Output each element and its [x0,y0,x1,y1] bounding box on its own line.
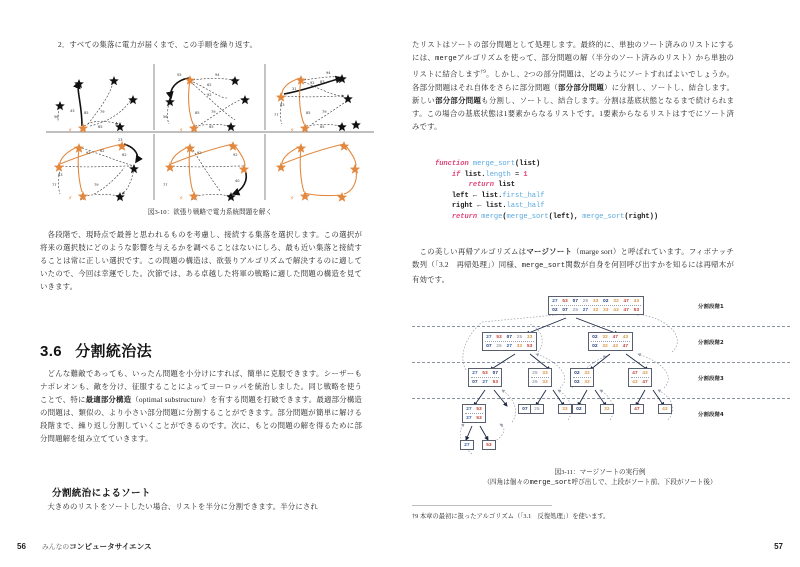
figure-3-11-caption-line2 [430,478,770,488]
paragraph-dc-part-b: を有する問題を打破できます。最適部分構造の問題は、類似の、より小さい部分問題に分割することができます。部分問題が簡単に解ける段階まで、繰り返し分割していくことができるのです。次に、もとの問題の解を得るために部分問題解を組み立てていきます。 [40,395,362,444]
footnote-text: 本章の最初に扱ったアルゴリズム（「3.1 反復処理」）を使います。 [419,513,610,520]
code-token: list. [481,191,503,200]
code-line [435,191,775,202]
svg-text:62: 62 [100,149,105,153]
merge-tree-value: 25 [572,306,579,312]
merge-tree-value: 33 [542,378,548,384]
svg-text:83: 83 [280,103,285,107]
code-token: ← [477,202,486,211]
merge-tree-node-row [521,406,529,412]
merge-tree-node [530,404,544,414]
code-token: list. [464,170,486,179]
merge-tree-value: 32 [613,298,619,303]
merge-tree-value: 25 [534,406,540,411]
svg-text:77: 77 [163,183,168,187]
svg-text:83: 83 [320,80,325,84]
merge-tree-value: 33 [542,370,548,375]
merge-tree-value: 27 [466,414,472,420]
merge-tree-node-row [465,415,483,421]
merge-tree-node [558,404,572,414]
merge-tree-value: 43 [613,306,619,312]
svg-text:85: 85 [195,111,200,115]
merge-tree-value: 25 [582,298,589,303]
merge-tree-value: 07 [472,378,478,384]
merge-tree-value: 27 [482,378,488,384]
figure-3-10-greedy-graphs [44,62,376,202]
merge-tree-value: 47 [623,306,630,312]
para-merge-a: たリストはソートの部分問題として処理します。最終的に、単独のソート済みのリストにするには、 [412,40,734,63]
merge-tree-value: 32 [602,334,608,339]
merge-tree-value: 27 [552,298,558,303]
para-merge-c: 。しかし、2つの部分問題は、どのようにソートすればよいでしょうか。各部分問題はそれ自体をさらに部分問題（ [412,69,734,92]
merge-tree-node-row [575,406,583,412]
code-token: last_half [506,202,545,211]
paragraph-greedy-summary [40,228,362,293]
code-token: merge_sort [472,160,515,168]
code-token [435,171,452,179]
code-line [435,212,775,223]
caption-line2-b: 呼び出しで、上段がソート前、下段がソート後） [571,479,717,486]
merge-tree-value: 47 [632,370,638,375]
merge-tree-node-row [471,370,499,376]
code-line [435,180,775,191]
merge-tree-node-row [551,307,641,313]
svg-text:65: 65 [209,125,214,129]
merge-tree-node [570,368,594,387]
code-token: merge [481,212,503,221]
stage-label: 分割段階4 [698,412,724,418]
merge-tree-node [460,440,474,450]
para-merge-b: アルゴリズムを使って、部分問題の解（半分のソート済みのリスト）から単独のリストに結合します [412,53,735,79]
code-line [435,159,775,170]
code-token: list. [485,202,507,211]
merge-tree-value: 43 [633,298,640,303]
svg-text:⚡: ⚡ [179,195,184,202]
section-number: 3.6 [40,343,63,360]
code-token: ( [502,212,507,221]
svg-text:62: 62 [122,153,127,157]
merge-tree-node [468,368,502,387]
merge-tree-value: 47 [623,298,630,303]
merge-tree-node [572,404,586,414]
svg-text:43: 43 [70,109,75,113]
section-heading-3-6 [40,340,370,361]
paragraph-sort-intro-text: 大きめのリストをソートしたい場合、リストを半分に分割できます。半分にされ [47,502,318,511]
merge-tree-value: 33 [516,342,523,348]
merge-tree-value: 07 [486,342,492,348]
merge-tree-node-row [471,379,499,385]
svg-text:65: 65 [98,125,103,129]
merge-tree-value: 32 [602,342,608,348]
caption-line2-code: merge_sort [529,479,572,487]
merge-tree-value: 02 [576,406,582,411]
svg-text:65: 65 [320,125,325,129]
merge-tree-value: 07 [562,306,568,312]
merge-tree-node [628,368,652,387]
merge-tree-value: 47 [612,334,619,339]
numbered-list-item: 2．すべての集落に電力が届くまで、この手順を繰り返す。 [58,40,258,49]
merge-tree-value: 25 [532,378,538,384]
merge-tree-value: 27 [486,334,492,339]
merge-tree-node-row [531,370,549,376]
svg-text:62: 62 [207,83,212,87]
stage-label: 分割段階3 [698,376,724,382]
merge-tree-value: 33 [603,306,609,312]
merge-tree-value: 43 [662,406,668,411]
merge-tree-node [528,368,552,387]
merge-tree-value: 47 [622,342,629,348]
svg-text:77: 77 [52,183,57,187]
merge-tree-node-row [531,379,549,385]
stage-label: 分割段階2 [698,340,724,346]
code-block-merge-sort [435,159,775,223]
merge-tree-value: 53 [633,306,640,312]
svg-text:79: 79 [94,183,99,187]
svg-text:92: 92 [207,93,212,97]
para-merge-bold1: 部分部分問題 [558,82,605,92]
figure-3-11-caption-line1: 図3-11：マージソートの実行例 [554,469,646,476]
code-token: function [435,160,473,168]
merge-tree-value: 53 [496,334,502,339]
merge-tree-value: 32 [584,370,590,375]
merge-tree-node-row [633,406,641,412]
merge-tree-value: 33 [526,334,533,339]
svg-text:31: 31 [292,87,297,91]
code-token: 1 [523,170,528,179]
merge-tree-node-row [465,406,483,412]
merge-tree-node [600,404,614,414]
folio-right: 57 [774,542,783,551]
paragraph-dc-part-a: どんな難敵であっても、いったん問題を小分けにすれば、簡単に克服できます。シーザーもナポレオンも、敵を分け、征服することによってヨーロッパを統治しました。同じ戦略を使うことで、特に [40,369,362,405]
para-name-c: 関数が自身を何回呼び出すかを知るには再帰木が有効です。 [412,260,734,285]
code-token: left [451,191,473,200]
svg-text:⚡: ⚡ [68,195,73,202]
merge-tree-value: 27 [464,442,470,447]
code-token: ← [472,191,482,200]
merge-tree-node [588,332,633,351]
para-name-b: （marge sort）と呼ばれています。フィボナッチ数列（「3.2 再帰処理」）同様、 [412,247,734,270]
merge-tree-value: 53 [476,406,482,411]
merge-tree-node-row [573,370,591,376]
svg-text:83: 83 [58,173,63,177]
para-merge-d: ）に分割し、ソートし、結合します。新しい [412,82,734,105]
svg-text:85: 85 [306,111,311,115]
merge-tree-value: 25 [532,370,538,375]
svg-text:79: 79 [100,110,105,114]
merge-tree-node-row [485,334,534,340]
subsection-heading-sort-by-divide-conquer: 分割統治によるソート [52,488,151,499]
svg-text:⚡: ⚡ [290,195,295,202]
merge-tree-node-row [573,379,591,385]
merge-tree-value: 02 [592,342,598,348]
merge-tree-value: 43 [642,370,648,375]
svg-text:94: 94 [326,71,331,75]
figure-3-11-merge-sort-tree [460,292,790,462]
merge-tree-node-row [485,442,493,448]
paragraph-dc-bold: 最適部分構造 [85,395,132,405]
paragraph-merge-explanation [412,38,734,133]
svg-text:56: 56 [163,115,168,119]
code-token: list [498,181,515,190]
merge-tree-node-row [591,343,630,349]
svg-text:⚡: ⚡ [290,127,295,134]
svg-text:92: 92 [197,151,202,155]
merge-tree-node-row [551,298,641,304]
merge-tree-value: 43 [622,334,629,339]
svg-text:92: 92 [86,151,91,155]
merge-tree-node-row [533,406,541,412]
merge-tree-value: 33 [592,298,599,303]
code-token: ( [548,212,553,221]
merge-tree-value: 27 [582,306,589,312]
merge-tree-value: 02 [592,334,598,339]
code-token: list [519,160,536,168]
greedy-graph-svg [44,62,376,202]
code-token: )) [649,212,659,221]
merge-tree-value: 53 [526,342,533,348]
svg-text:92: 92 [233,153,238,157]
merge-tree-value: 07 [506,334,513,339]
merge-tree-node [630,404,644,414]
code-line [435,170,775,181]
code-token: ) [536,160,541,168]
code-token: right [451,202,478,211]
merge-tree-node-row [631,370,649,376]
code-token: = [510,170,524,179]
merge-tree-value: 27 [506,342,513,348]
running-head-left [42,541,152,552]
code-line [435,201,775,212]
svg-text:55: 55 [177,73,182,77]
code-token: left [552,212,570,221]
para-merge-code1: merge [435,55,457,64]
code-token: if [451,170,465,179]
merge-tree-value: 53 [476,414,482,420]
svg-text:⚡: ⚡ [179,127,184,134]
merge-tree-value: 07 [492,370,499,375]
merge-tree-value: 33 [562,406,568,411]
svg-text:77: 77 [274,113,279,117]
merge-tree-value: 32 [592,306,599,312]
merge-tree-node-row [631,379,649,385]
code-token: return [468,181,499,190]
paragraph-sort-intro [40,500,362,513]
paragraph-merge-sort-name [412,245,734,286]
merge-tree-node-row [463,442,471,448]
merge-tree-node [658,404,672,414]
merge-tree-value: 02 [574,370,580,375]
code-token [435,181,469,189]
merge-tree-edges-svg [460,292,790,462]
merge-tree-value: 27 [472,370,478,375]
svg-text:56: 56 [54,115,59,119]
para-merge-bold2: 部分部分問題 [435,95,482,105]
merge-tree-node-row [603,406,611,412]
svg-text:⚡: ⚡ [68,127,73,134]
merge-tree-node [548,296,644,315]
merge-tree-value: 53 [482,370,488,375]
svg-text:94: 94 [215,73,220,77]
code-token: ), [569,212,583,221]
merge-tree-value: 43 [632,378,638,384]
code-token: return [451,212,482,221]
svg-text:23: 23 [118,138,123,142]
footnote-rule [412,505,552,506]
merge-tree-value: 32 [604,406,610,411]
code-token: ( [514,160,520,168]
merge-tree-node [482,440,496,450]
merge-tree-value: 25 [516,334,523,339]
code-token: ( [624,212,629,221]
merge-tree-value: 02 [603,298,609,303]
merge-tree-value: 25 [496,342,502,348]
paragraph-divide-conquer [40,367,362,446]
section-title: 分割統治法 [75,343,153,360]
merge-tree-value: 53 [562,298,568,303]
footnote-marker: †9 [412,513,419,520]
merge-tree-value: 43 [612,342,619,348]
merge-tree-value: 53 [492,378,499,384]
svg-text:79: 79 [211,110,216,114]
para-name-code: merge_sort [521,262,566,271]
merge-tree-value: 47 [642,378,648,384]
code-token: right [628,212,650,221]
para-name-a: この美しい再帰アルゴリズムは [419,247,527,256]
right-page [400,0,800,567]
footnote-marker-inline: †9 [480,70,486,76]
merge-tree-node-row [661,406,669,412]
svg-text:40: 40 [235,179,240,183]
caption-line2-a: （四角は個々の [483,479,530,486]
merge-tree-value: 47 [634,406,640,411]
merge-tree-node-row [485,343,534,349]
figure-3-10-caption: 図3-10：欲張り戦略で電力系統問題を解く [147,209,273,216]
code-token: merge_sort [582,212,625,221]
merge-tree-value: 02 [552,306,558,312]
code-token: first_half [502,191,545,200]
merge-tree-value: 27 [466,406,472,411]
merge-tree-node [482,332,537,351]
code-token: length [485,170,511,179]
merge-tree-node-row [591,334,630,340]
merge-tree-value: 53 [486,442,492,447]
merge-tree-value: 07 [572,298,579,303]
svg-text:85: 85 [84,111,89,115]
paragraph-greedy-summary-text: 各段階で、現時点で最善と思われるものを考慮し、接続する集落を選択します。この選択が将来の選択肢にどのような影響を与えるかを調べることはないにしろ、最も近い集落と接続することは常に正しい選択です。この問題の構造は、欲張りアルゴリズムで解決するのに適していたので、今回は幸運でした。次節では、ある卓越した将軍の戦略に適した問題の構造を見ていきます。 [40,230,362,292]
paragraph-dc-latin: （optimal substructure） [131,395,211,405]
running-head-strong: コンピュータサイエンス [69,542,152,551]
running-head-light: みんなの [42,544,70,551]
merge-tree-value: 32 [584,378,590,384]
code-token [435,202,452,210]
folio-left: 56 [17,542,26,551]
para-merge-e: も分割し、ソートし、結合します。分割は基底状態となるまで続けられます。この場合の基底状態は1要素からなるリストです。1要素からなるリストはすでにソート済みです。 [412,95,734,132]
stage-label: 分割段階1 [698,304,724,310]
code-token [435,192,452,200]
footnote-9 [412,512,752,521]
para-name-bold: マージソート [526,247,573,256]
merge-tree-node [462,404,486,423]
figure-3-11-caption [430,468,770,488]
merge-tree-value: 02 [574,378,580,384]
merge-tree-value: 07 [522,406,528,411]
merge-tree-node-row [561,406,569,412]
code-token: merge_sort [506,212,549,221]
code-token [435,213,452,221]
svg-text:92: 92 [310,81,315,85]
svg-text:79: 79 [322,110,327,114]
